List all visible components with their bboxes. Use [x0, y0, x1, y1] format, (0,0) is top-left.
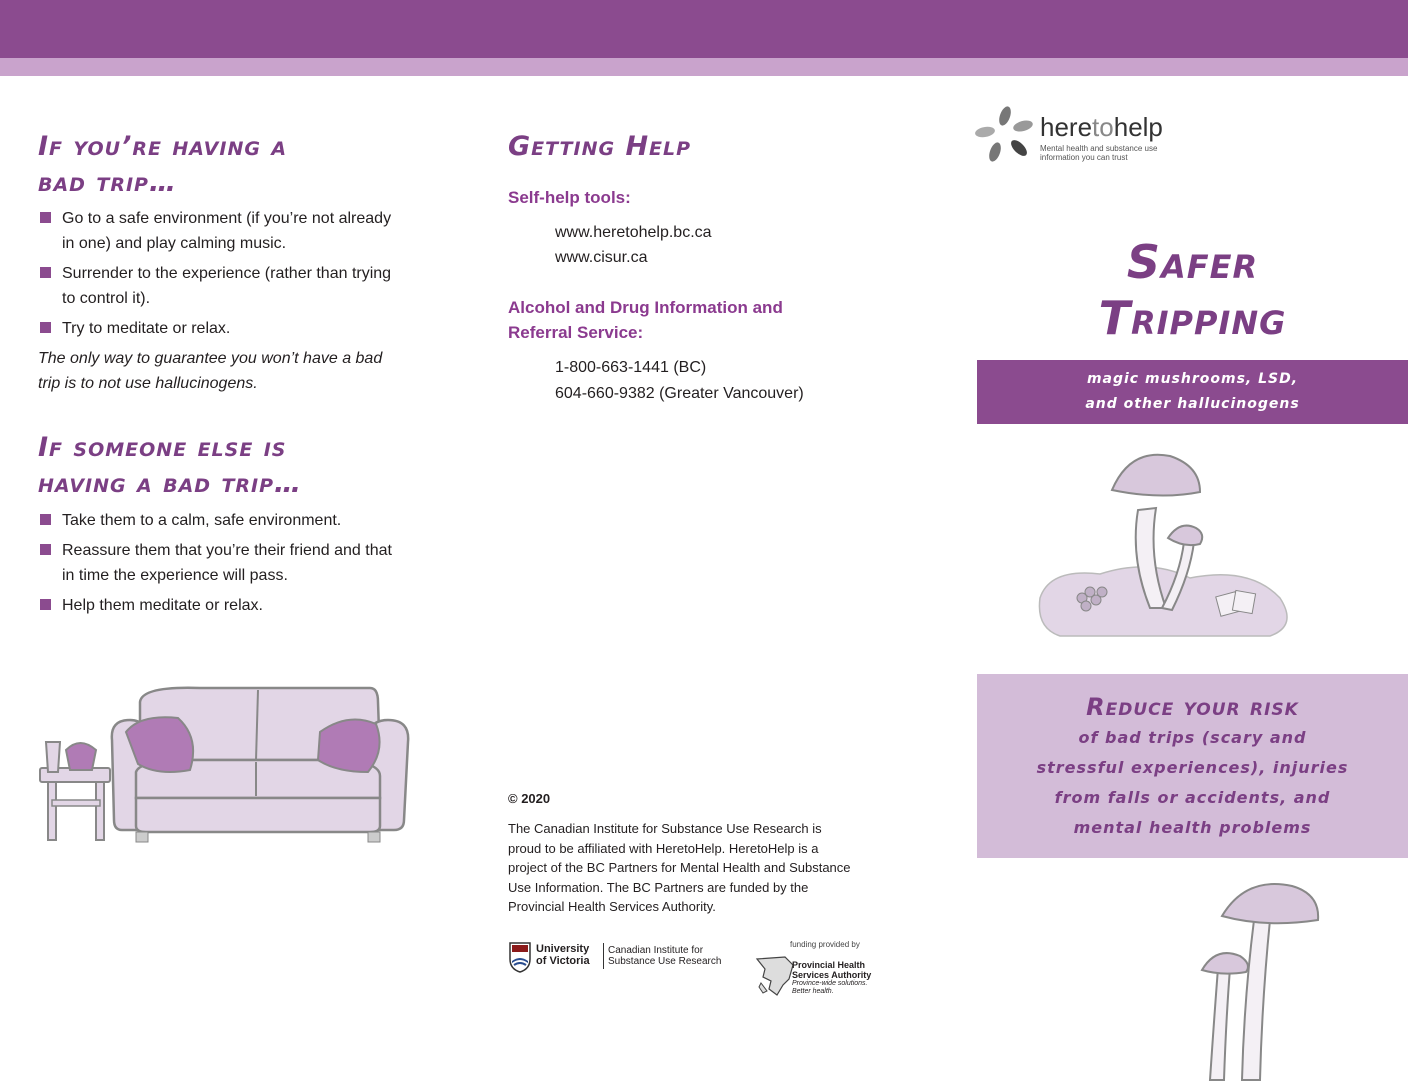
affiliation-line: Provincial Health Services Authority.	[508, 899, 716, 914]
mushroom-pair-illustration	[1196, 880, 1336, 1088]
bc-map-icon	[755, 955, 795, 997]
adis-label	[508, 295, 783, 345]
risk-box	[977, 674, 1408, 858]
list-item	[38, 538, 418, 588]
affiliation-line: proud to be affiliated with HeretoHelp. HeretoHelp is a	[508, 840, 819, 856]
list-item	[38, 593, 418, 618]
risk-line: from falls or accidents, and	[1054, 788, 1331, 807]
list-item	[38, 261, 418, 311]
bullet-square-icon	[40, 212, 51, 223]
uvic-name	[536, 943, 590, 967]
affiliation-line: project of the BC Partners for Mental Health and Substance	[508, 860, 851, 875]
someone-else-heading	[38, 430, 302, 502]
uvic-crest-icon	[508, 941, 532, 973]
wordmark-help: help	[1113, 112, 1163, 142]
heretohelp-flower-icon	[975, 104, 1035, 164]
list-item	[38, 206, 418, 256]
list-item-text: to control it).	[62, 290, 151, 307]
list-item-text: Try to meditate or relax.	[62, 320, 231, 337]
tagline-line2: information you can trust	[1040, 153, 1128, 162]
copyright: © 2020	[508, 791, 551, 806]
phsa-name-line1: Provincial Health	[792, 960, 866, 970]
link-heretohelp[interactable]: www.heretohelp.bc.ca	[555, 224, 712, 241]
bad-trip-note-line2: trip is to not use hallucinogens.	[38, 375, 258, 392]
wordmark-here: here	[1040, 112, 1093, 142]
cover-title-line2: Tripping	[1098, 291, 1287, 345]
cover-title	[977, 234, 1408, 346]
list-item-text: in time the experience will pass.	[62, 567, 288, 584]
someone-else-heading-line2: having a bad trip…	[38, 468, 303, 499]
getting-help-heading: Getting Help	[508, 131, 692, 162]
heretohelp-tagline	[1040, 144, 1157, 162]
phone-vancouver[interactable]: 604-660-9382 (Greater Vancouver)	[555, 385, 804, 402]
cisur-name-line1: Canadian Institute for	[608, 945, 704, 956]
couch-illustration	[30, 680, 440, 850]
cover-subtitle-line1: magic mushrooms, LSD,	[1086, 371, 1299, 387]
tagline-line1: Mental health and substance use	[1040, 144, 1158, 153]
uvic-name-line1: University	[536, 943, 590, 955]
risk-heading: Reduce your risk	[1086, 693, 1299, 721]
wordmark-to: to	[1092, 112, 1114, 142]
bullet-square-icon	[40, 322, 51, 333]
cover-title-line1: Safer	[1126, 235, 1259, 289]
phsa-tagline-2: Better health.	[792, 988, 834, 995]
link-cisur[interactable]: www.cisur.ca	[555, 249, 648, 266]
heretohelp-wordmark	[1040, 112, 1163, 142]
logo-divider	[603, 943, 604, 969]
affiliation-line: Use Information. The BC Partners are funded by the	[508, 879, 809, 895]
bullet-square-icon	[40, 544, 51, 555]
cover-subtitle	[977, 360, 1408, 417]
list-item-text: Reassure them that you’re their friend and that	[62, 542, 392, 559]
list-item-text: Help them meditate or relax.	[62, 597, 263, 614]
phone-bc[interactable]: 1-800-663-1441 (BC)	[555, 359, 707, 376]
funding-text: funding provided by	[790, 940, 860, 949]
list-item-text: Surrender to the experience (rather than trying	[62, 265, 392, 282]
list-item-text: in one) and play calming music.	[62, 235, 287, 252]
list-item-text: Take them to a calm, safe environment.	[62, 512, 342, 529]
cover-subtitle-banner	[977, 360, 1408, 424]
bullet-square-icon	[40, 599, 51, 610]
list-item	[38, 316, 418, 341]
mushroom-illustration	[1030, 448, 1300, 648]
bullet-square-icon	[40, 267, 51, 278]
risk-line: of bad trips (scary and	[1078, 728, 1307, 747]
list-item	[38, 508, 418, 533]
uvic-cisur-logo	[508, 941, 738, 975]
affiliation-line: The Canadian Institute for Substance Use Research is	[508, 821, 822, 836]
cisur-name-line2: Substance Use Research	[608, 956, 722, 967]
selfhelp-label: Self-help tools:	[508, 188, 631, 207]
cisur-name	[608, 945, 721, 967]
cover-subtitle-line2: and other hallucinogens	[1085, 396, 1300, 412]
bad-trip-heading-line1: If you’re having a	[38, 131, 288, 162]
adis-label-line1: Alcohol and Drug Information and	[508, 298, 783, 317]
list-item-text: Go to a safe environment (if you’re not already	[62, 210, 392, 227]
bad-trip-note	[38, 346, 428, 396]
risk-line: stressful experiences), injuries	[1036, 758, 1349, 777]
affiliation-text	[508, 819, 898, 917]
bullet-square-icon	[40, 514, 51, 525]
risk-lines	[977, 723, 1408, 843]
phsa-name-line2: Services Authority	[792, 970, 872, 980]
top-banner	[0, 0, 1408, 58]
uvic-name-line2: of Victoria	[536, 955, 590, 967]
top-banner-stripe	[0, 58, 1408, 76]
risk-line: mental health problems	[1073, 818, 1312, 837]
bad-trip-heading	[38, 129, 287, 201]
adis-label-line2: Referral Service:	[508, 323, 644, 342]
bad-trip-note-line1: The only way to guarantee you won’t have a bad	[38, 350, 383, 367]
phsa-logo	[792, 960, 871, 996]
phsa-tagline-1: Province-wide solutions.	[792, 980, 868, 987]
someone-else-heading-line1: If someone else is	[38, 432, 287, 463]
bad-trip-heading-line2: bad trip…	[38, 167, 177, 198]
